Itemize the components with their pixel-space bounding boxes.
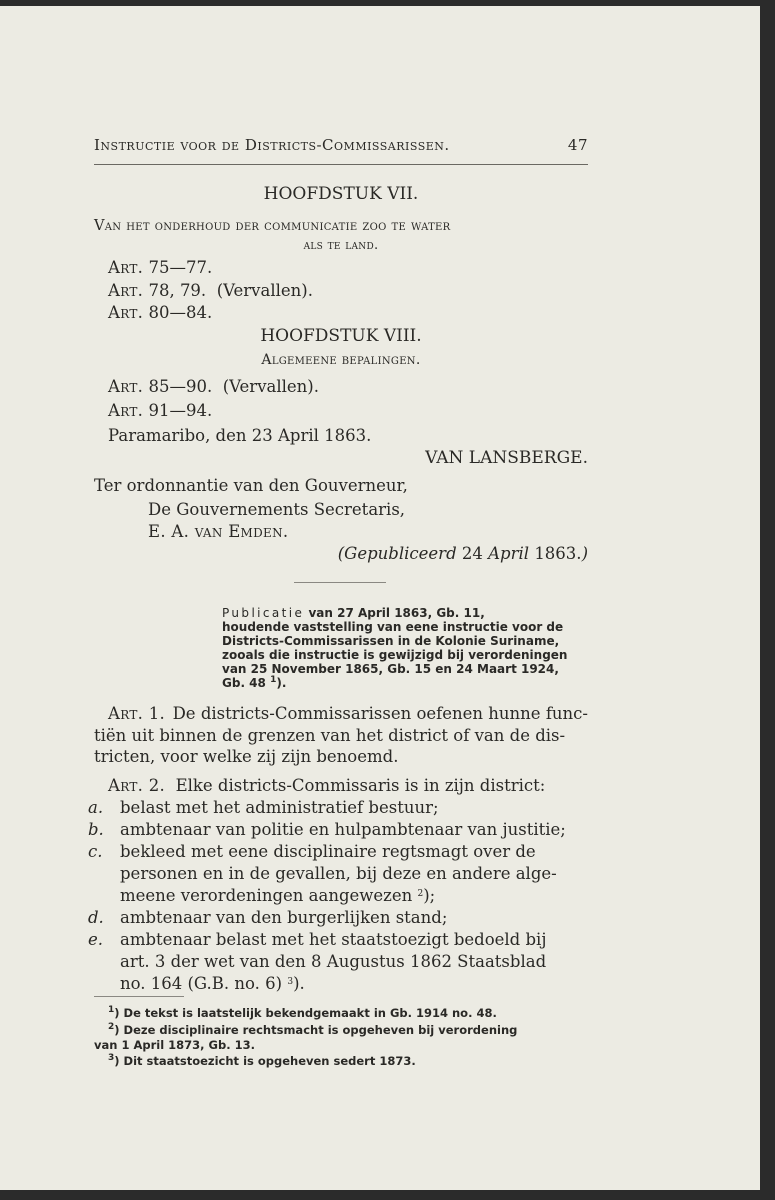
chapter-subtitle-cont: als te land. (303, 238, 379, 253)
article-entry: Art. 80—84. (108, 303, 213, 322)
chapter-subtitle: Algemeene bepalingen. (261, 352, 421, 368)
footnote: $^3$) Dit staatstoezicht is opgeheven sedert 1873. (108, 1053, 416, 1068)
article-1-line2: tiën uit binnen de grenzen van het district of van de dis- (94, 726, 566, 745)
article-1-line3: tricten, voor welke zij zijn benoemd. (94, 747, 399, 766)
chapter-subtitle: Van het onderhoud der communicatie zoo te water (94, 218, 451, 234)
article-entry: Art. 75—77. (108, 258, 213, 277)
section-divider (294, 582, 386, 583)
footnote: $^2$) Deze disciplinaire rechtsmacht is opgeheven bij verordening (108, 1022, 518, 1037)
article-2-intro: Art. 2. Elke districts-Commissaris is in zijn district: (108, 776, 546, 795)
signatory: VAN LANSBERGE. (425, 448, 588, 468)
running-head-title: Instructie voor de Districts-Commissarissen. (94, 136, 450, 154)
article-entry: Art. 78, 79. (Vervallen). (108, 281, 313, 300)
running-head (94, 136, 588, 154)
publication-note: (Gepubliceerd 24 April 1863.) (337, 544, 588, 563)
page: Instructie voor de Districts-Commissarissen. 47 HOOFDSTUK VII. Van het onderhoud der communicatie zoo te water als te land. Art. 75—77. Art. 78, 79. (Vervallen). Art. 80—84. HOOFDSTUK VIII. Algemeene bepalingen. Art. 85—90. (Vervallen). Art. 91—94. Paramaribo, den 23 April 1863. VAN LANSBERGE. Ter ordonnantie van den Gouverneur, De Gouvernements Secretaris, E. A. van Emden. (Gepubliceerd 24 April 1863.) Publicatie van 27 April 1863, Gb. 11, houdende vaststelling van eene instructie voor de Districts-Commissarissen in de Kolonie Suriname, zooals die instructie is gewijzigd bij verordeningen van 25 November 1865, Gb. 15 en 24 Maart 1924, Gb. 48 $^1$). Art. 1. De districts-Commissarissen oefenen hunne func- tiën uit binnen de grenzen van het district of van de dis- tricten, voor welke zij zijn benoemd. Art. 2. Elke districts-Commissaris is in zijn district: a. belast met het administratief bestuur; b. ambtenaar van politie en hulpambtenaar van justitie; c. bekleed met eene disciplinaire regtsmagt over de personen en in de gevallen, bij deze en andere alge- meene verordeningen aangewezen $^2$); d. ambtenaar van den burgerlijken stand; e. ambtenaar belast met het staatstoezigt bedoeld bij art. 3 der wet van den 8 Augustus 1862 Staatsblad no. 164 (G.B. no. 6) $^3$). $^1$) De tekst is laatstelijk bekendgemaakt in Gb. 1914 no. 48. $^2$) Deze disciplinaire rechtsmacht is opgeheven bij verordening van 1 April 1873, Gb. 13. $^3$) Dit staatstoezicht is opgeheven sedert 1873. (0, 6, 760, 1190)
footnote-cont: van 1 April 1873, Gb. 13. (94, 1038, 255, 1052)
article-1-line1: Art. 1. De districts-Commissarissen oefenen hunne func- (108, 704, 588, 723)
article-entry: Art. 85—90. (Vervallen). (108, 377, 319, 396)
footnote: $^1$) De tekst is laatstelijk bekendgemaakt in Gb. 1914 no. 48. (108, 1005, 497, 1020)
article-entry: Art. 91—94. (108, 401, 213, 420)
place-date: Paramaribo, den 23 April 1863. (108, 426, 372, 445)
page-number: 47 (567, 136, 588, 154)
secretary-name: E. A. van Emden. (148, 522, 289, 541)
footnote-rule (94, 996, 184, 997)
secretary-title: De Gouvernements Secretaris, (148, 500, 406, 519)
chapter-heading: HOOFDSTUK VII. (263, 184, 419, 204)
countersign-line: Ter ordonnantie van den Gouverneur, (94, 476, 408, 495)
chapter-heading: HOOFDSTUK VIII. (260, 326, 422, 346)
header-rule (94, 164, 588, 165)
publication-block: Publicatie van 27 April 1863, Gb. 11, houdende vaststelling van eene instructie voor de Districts-Commissarissen in de Kolonie Suriname, zooals die instructie is gewijzigd bij verordeningen van 25 November 1865, Gb. 15 en 24 Maart 1924, Gb. 48 $^1$). (222, 606, 568, 690)
